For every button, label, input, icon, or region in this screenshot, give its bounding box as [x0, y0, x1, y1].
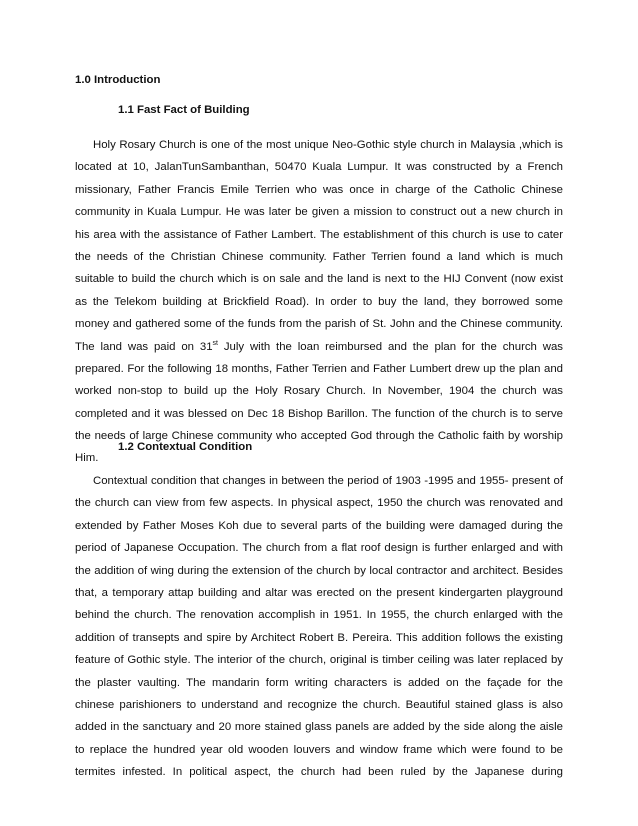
paragraph-line: his area with the assistance of Father Lambert. The establishment of this church is use to cater	[75, 228, 563, 241]
paragraph-line: money and gathered some of the funds from the parish of St. John and the Chinese community.	[75, 318, 563, 331]
paragraph-line: missionary, Father Francis Emile Terrien who was once in charge of the Catholic Chinese	[75, 183, 563, 196]
ordinal-suffix: st	[212, 339, 218, 347]
paragraph-line: that, a temporary attap building and altar was erected on the present kindergarten playground	[75, 586, 563, 599]
paragraph-line: completed and it was blessed on Dec 18 Bishop Barillon. The function of the church is to serve	[75, 407, 563, 420]
paragraph-fast-fact	[75, 134, 563, 470]
subsection-heading-fast-fact: 1.1 Fast Fact of Building	[118, 104, 250, 116]
paragraph-line: period of Japanese Occupation. The church from a flat roof design is further enlarged and with	[75, 542, 563, 555]
paragraph-line: addition of transepts and spire by Architect Robert B. Pereira. This addition follows the existing	[75, 631, 563, 644]
paragraph-line: as the Telekom building at Brickfield Road). In order to buy the land, they borrowed some	[75, 295, 563, 308]
subsection-heading-contextual: 1.2 Contextual Condition	[118, 441, 253, 453]
paragraph-line: prepared. For the following 18 months, Father Terrien and Father Lumbert drew up the plan and	[75, 362, 563, 375]
paragraph-line: to replace the hundred year old wooden louvers and window frame which were found to be	[75, 743, 563, 756]
paragraph-line: chinese parishioners to understand and recognize the church. Beautiful stained glass is also	[75, 698, 563, 711]
paragraph-line: suitable to build the church which is on sale and the land is next to the HIJ Convent (now exist	[75, 273, 563, 286]
paragraph-line: the needs of large Chinese community who accepted God through the Catholic faith by worship	[75, 430, 563, 443]
line-text: July with the loan reimbursed and the plan for the church was	[218, 340, 563, 353]
paragraph-line: the addition of wing during the extension of the church by local contractor and architect. Besides	[75, 564, 563, 577]
section-heading: 1.0 Introduction	[75, 74, 161, 86]
paragraph-line: located at 10, JalanTunSambanthan, 50470 Kuala Lumpur. It was constructed by a French	[75, 161, 563, 174]
paragraph-line: termites infested. In political aspect, the church had been ruled by the Japanese during	[75, 766, 563, 779]
paragraph-line: community in Kuala Lumpur. He was later be given a mission to construct out a new church in	[75, 206, 563, 219]
paragraph-line: feature of Gothic style. The interior of the church, original is timber ceiling was later replaced by	[75, 654, 563, 667]
paragraph-line: Holy Rosary Church is one of the most unique Neo-Gothic style church in Malaysia ,which is	[93, 139, 563, 151]
paragraph-line: extended by Father Moses Koh due to several parts of the building were damaged during the	[75, 519, 563, 532]
paragraph-line-date	[75, 336, 563, 358]
paragraph-contextual	[75, 470, 563, 783]
paragraph-line: added in the sanctuary and 20 more stained glass panels are added by the side along the aisle	[75, 721, 563, 734]
paragraph-line: Contextual condition that changes in between the period of 1903 -1995 and 1955- present of	[93, 475, 563, 487]
paragraph-line: Him.	[75, 452, 99, 465]
paragraph-line: the church can view from few aspects. In physical aspect, 1950 the church was renovated and	[75, 497, 563, 510]
paragraph-line: the plaster vaulting. The mandarin form writing characters is added on the façade for the	[75, 676, 563, 689]
paragraph-line: the needs of the Christian Chinese community. Father Terrien found a land which is much	[75, 250, 563, 263]
paragraph-line: behind the church. The renovation accomplish in 1951. In 1955, the church enlarged with the	[75, 609, 563, 622]
paragraph-line: worked non-stop to build up the Holy Rosary Church. In November, 1904 the church was	[75, 385, 563, 398]
line-text: The land was paid on 31	[75, 340, 213, 353]
